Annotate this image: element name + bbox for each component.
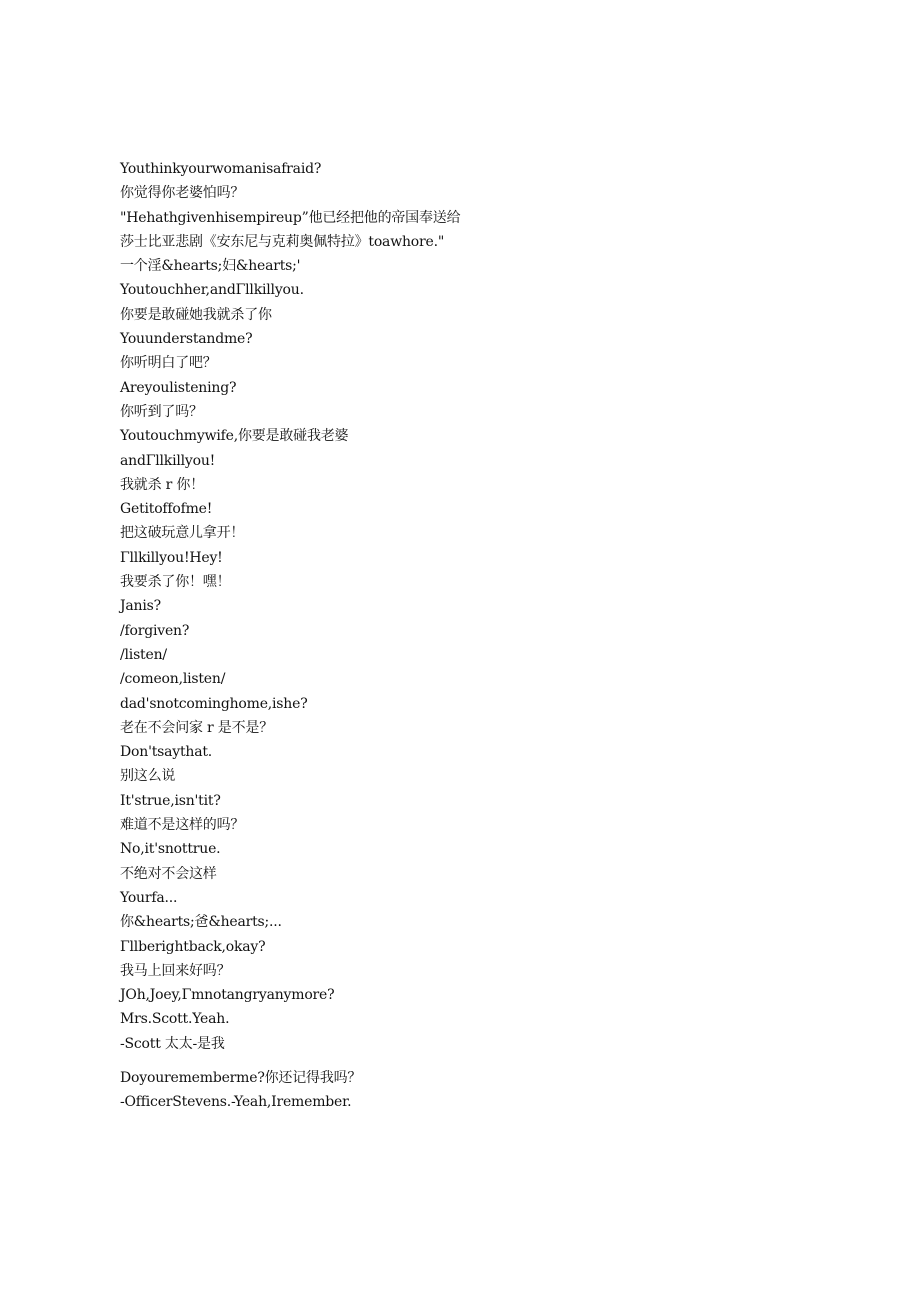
text-line: JOh,Joey,Γmnotangryanymore? xyxy=(120,987,335,1004)
text-line: 不绝对不会这样 xyxy=(120,865,217,882)
subtitle-lines xyxy=(120,157,800,1115)
text-line: Areyoulistening? xyxy=(120,379,237,396)
text-line: 我要杀了你！嘿！ xyxy=(120,574,231,591)
text-line: 老在不会问家 r 是不是？ xyxy=(120,719,273,736)
text-line: Getitoffofme! xyxy=(120,501,213,518)
text-line: Mrs.Scott.Yeah. xyxy=(120,1011,230,1028)
text-line: 把这破玩意儿拿开！ xyxy=(120,525,245,542)
text-line: It'strue,isn'tit? xyxy=(120,792,221,809)
text-line: 你听明白了吧？ xyxy=(120,355,217,372)
text-line: 你&hearts;爸&hearts;... xyxy=(120,914,282,931)
text-line: 我就杀 r 你！ xyxy=(120,476,204,493)
text-line: andΓllkillyou! xyxy=(120,452,216,469)
text-line: Youtouchmywife,你要是敢碰我老婆 xyxy=(120,428,349,445)
text-line: Youunderstandme? xyxy=(120,331,253,348)
text-line: -Scott 太太-是我 xyxy=(120,1035,225,1052)
text-line: Janis? xyxy=(120,598,161,615)
text-line: Γllberightback,okay? xyxy=(120,938,266,955)
text-line: /listen/ xyxy=(120,646,167,663)
text-line: 一个淫&hearts;妇&hearts;' xyxy=(120,258,301,275)
text-line: 莎士比亚悲剧《安东尼与克莉奥佩特拉》toawhore." xyxy=(120,233,445,250)
text-line: No,it'snottrue. xyxy=(120,841,221,858)
text-line: Youthinkyourwomanisafraid? xyxy=(120,161,322,177)
text-line: 我马上回来好吗？ xyxy=(120,962,231,979)
text-line: 难道不是这样的吗？ xyxy=(120,817,245,834)
text-line: /forgiven? xyxy=(120,622,190,639)
text-line: Doyourememberme?你还记得我吗？ xyxy=(120,1069,362,1086)
text-line: Don'tsaythat. xyxy=(120,744,213,761)
text-line: 你觉得你老婆怕吗？ xyxy=(120,185,245,202)
text-line: 别这么说 xyxy=(120,768,176,785)
text-line: Yourfa... xyxy=(120,889,178,906)
text-line: Γllkillyou!Hey! xyxy=(120,549,223,566)
text-line: 你听到了吗？ xyxy=(120,403,203,420)
text-line: /comeon,listen/ xyxy=(120,671,226,688)
text-line: 你要是敢碰她我就杀了你 xyxy=(120,306,272,323)
text-line: dad'snotcominghome,ishe? xyxy=(120,695,308,712)
text-line: -OfficerStevens.-Yeah,Iremember. xyxy=(120,1094,352,1111)
text-line: Youtouchher,andΓllkillyou. xyxy=(120,282,304,299)
text-line: "Hehathgivenhisempireup”他已经把他的帝国奉送给 xyxy=(120,209,461,226)
